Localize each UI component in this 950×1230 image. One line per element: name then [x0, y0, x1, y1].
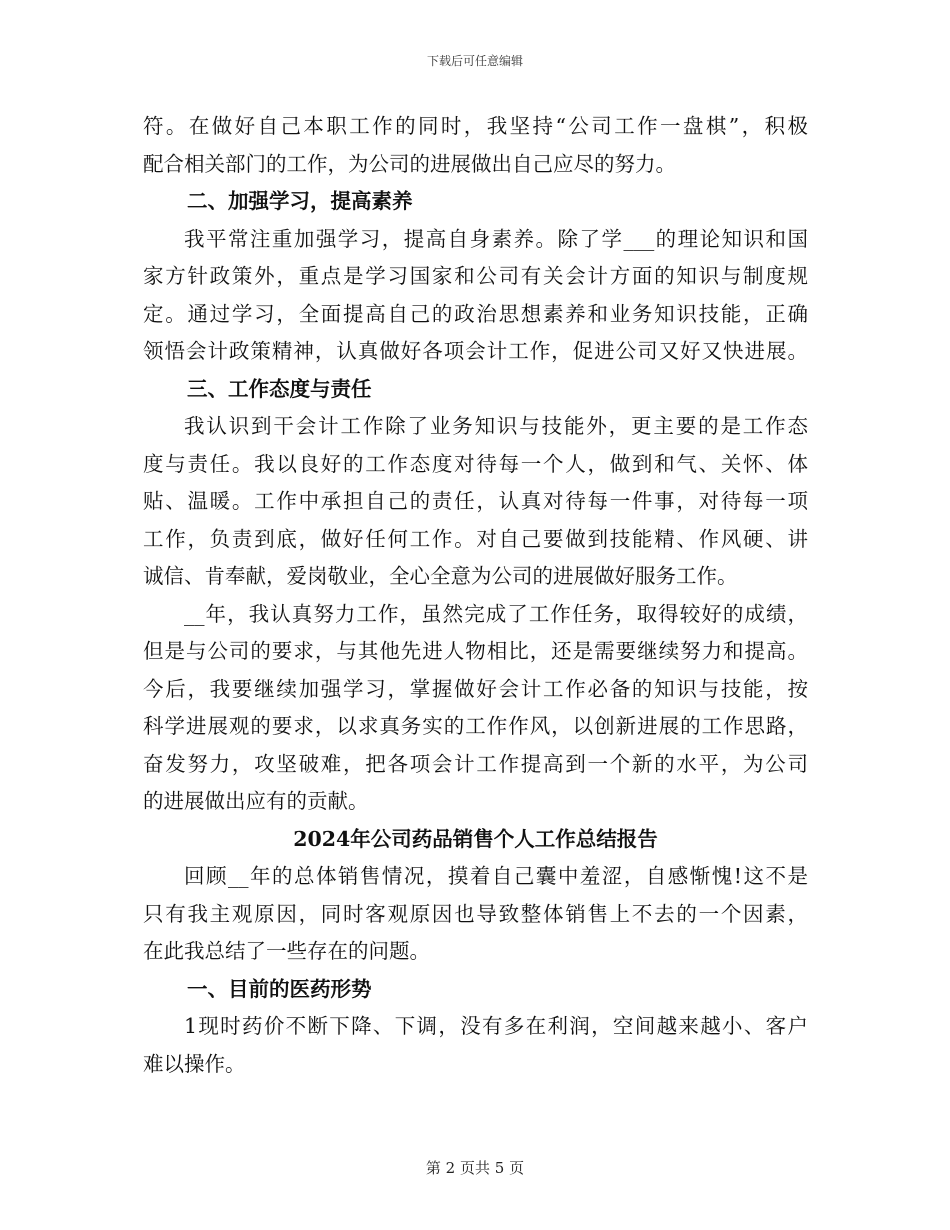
- paragraph-line: 工作，负责到底，做好任何工作。对自己要做到技能精、作风硬、讲: [143, 526, 808, 551]
- paragraph-line: 我平常注重加强学习，提高自身素养。除了学___的理论知识和国: [184, 226, 808, 251]
- paragraph-line: 1现时药价不断下降、下调，没有多在利润，空间越来越小、客户: [184, 1014, 808, 1038]
- paragraph-line: 贴、温暖。工作中承担自己的责任，认真对待每一件事，对待每一项: [143, 489, 808, 513]
- paragraph-line: 只有我主观原因，同时客观原因也导致整体销售上不去的一个因素，: [143, 901, 808, 926]
- section-heading: 2024年公司药品销售个人工作总结报告: [293, 826, 658, 851]
- paragraph-line: 回顾__年的总体销售情况，摸着自己囊中羞涩，自感惭愧!这不是: [184, 864, 808, 888]
- paragraph-line: 但是与公司的要求，与其他先进人物相比，还是需要继续努力和提高。: [143, 639, 808, 663]
- paragraph-line: 科学进展观的要求，以求真务实的工作作风，以创新进展的工作思路，: [143, 714, 808, 738]
- section-heading: 一、目前的医药形势: [187, 976, 372, 1001]
- page-header: 下载后可任意编辑: [426, 54, 523, 68]
- paragraph-line: 定。通过学习，全面提高自己的政治思想素养和业务知识技能，正确: [143, 301, 808, 326]
- paragraph-line: __年，我认真努力工作，虽然完成了工作任务，取得较好的成绩，: [184, 601, 808, 626]
- paragraph-line: 我认识到干会计工作除了业务知识与技能外，更主要的是工作态: [184, 414, 808, 438]
- paragraph-line: 诚信、肯奉献，爱岗敬业，全心全意为公司的进展做好服务工作。: [143, 564, 738, 588]
- paragraph-line: 度与责任。我以良好的工作态度对待每一个人，做到和气、关怀、体: [143, 451, 808, 476]
- paragraph-line: 在此我总结了一些存在的问题。: [143, 939, 430, 963]
- section-heading: 二、加强学习，提高素养: [187, 189, 413, 213]
- paragraph-line: 今后，我要继续加强学习，掌握做好会计工作必备的知识与技能，按: [143, 676, 808, 701]
- document-body: [143, 108, 808, 1083]
- paragraph-line: 家方针政策外，重点是学习国家和公司有关会计方面的知识与制度规: [143, 264, 808, 288]
- paragraph-line: 符。在做好自己本职工作的同时，我坚持“公司工作一盘棋”，积极: [143, 114, 808, 138]
- paragraph-line: 奋发努力，攻坚破难，把各项会计工作提高到一个新的水平，为公司: [143, 751, 808, 776]
- page-footer: 第 2 页共 5 页: [425, 1159, 525, 1177]
- paragraph-line: 领悟会计政策精神，认真做好各项会计工作，促进公司又好又快进展。: [143, 339, 808, 363]
- paragraph-line: 难以操作。: [143, 1051, 246, 1076]
- section-heading: 三、工作态度与责任: [187, 376, 372, 401]
- paragraph-line: 配合相关部门的工作，为公司的进展做出自己应尽的努力。: [143, 151, 676, 176]
- paragraph-line: 的进展做出应有的贡献。: [143, 789, 369, 813]
